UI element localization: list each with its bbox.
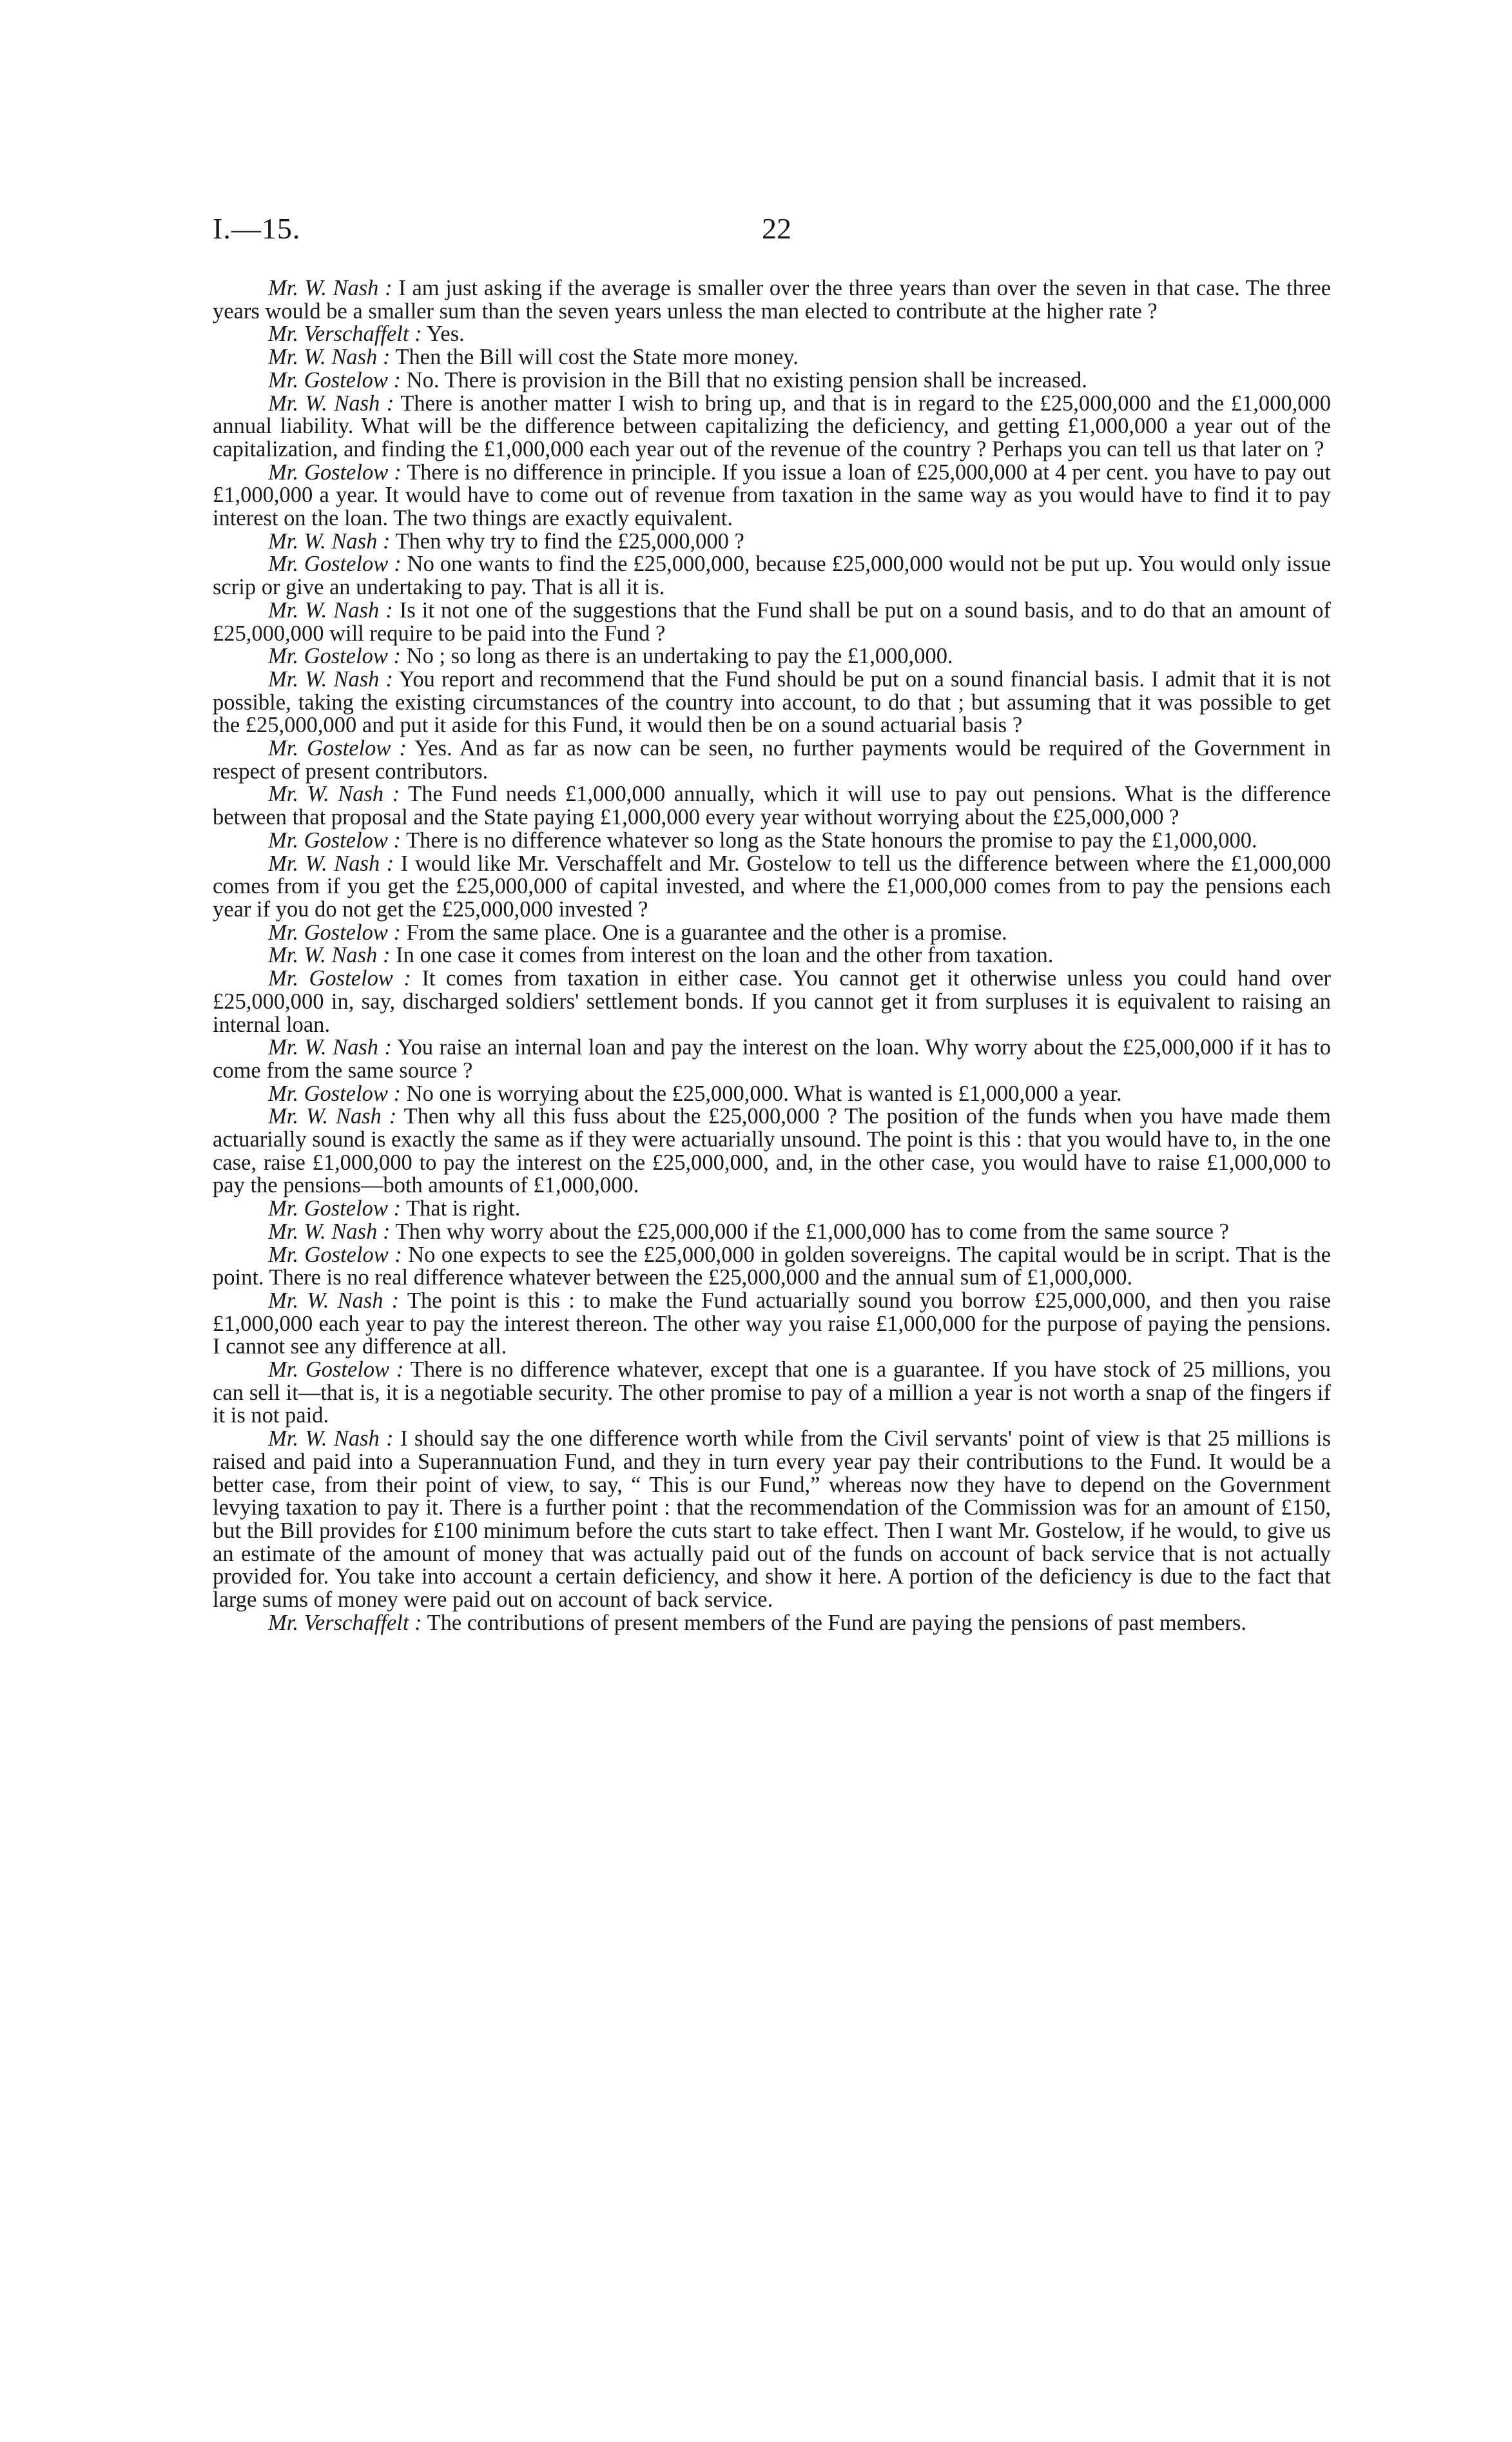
- speaker-name: Mr. W. Nash :: [268, 943, 391, 968]
- speaker-name: Mr. Gostelow :: [268, 828, 402, 853]
- series-code: I.—15.: [213, 212, 301, 245]
- transcript-paragraph: [213, 530, 1331, 554]
- speech-text: In one case it comes from interest on the loan and the other from taxation.: [396, 943, 1054, 968]
- speech-text: No one wants to find the £25,000,000, because £25,000,000 would not be put up. You would only issue scrip or give an undertaking to pay. That is all it is.: [213, 552, 1332, 600]
- speaker-name: Mr. W. Nash :: [268, 1035, 392, 1060]
- transcript-paragraph: [213, 922, 1331, 945]
- speaker-name: Mr. W. Nash :: [268, 851, 394, 876]
- speaker-name: Mr. W. Nash :: [268, 1426, 394, 1451]
- speech-text: I would like Mr. Verschaffelt and Mr. Gostelow to tell us the difference between where the £1,000,000 comes from if you get the £25,000,000 of capital invested, and where the £1,000,000 comes from to pay the pensions each year if you do not get the £25,000,000 invested ?: [213, 851, 1331, 922]
- transcript-paragraph: [213, 853, 1331, 922]
- transcript-paragraph: [213, 277, 1331, 323]
- speaker-name: Mr. Gostelow :: [268, 966, 411, 991]
- transcript-paragraph: [213, 461, 1331, 530]
- speech-text: You raise an internal loan and pay the interest on the loan. Why worry about the £25,000,000 if it has to come from the same source ?: [213, 1035, 1331, 1083]
- speaker-name: Mr. W. Nash :: [268, 276, 393, 300]
- transcript-paragraph: [213, 1244, 1331, 1290]
- transcript-paragraph: [213, 1359, 1331, 1428]
- transcript-paragraph: [213, 392, 1331, 461]
- speaker-name: Mr. W. Nash :: [268, 597, 393, 623]
- speech-text: There is no difference whatever, except that one is a guarantee. If you have stock of 25 millions, you can sell it—that is, it is a negotiable security. The other promise to pay of a million a year is not worth a snap of the fingers if it is not paid.: [213, 1357, 1331, 1428]
- speech-text: The Fund needs £1,000,000 annually, which it will use to pay out pensions. What is the difference between that proposal and the State paying £1,000,000 every year without worrying about the £25,000,000 ?: [213, 782, 1331, 830]
- speaker-name: Mr. Verschaffelt :: [268, 322, 422, 347]
- speaker-name: Mr. Gostelow :: [268, 736, 407, 761]
- transcript-paragraph: [213, 599, 1331, 645]
- speaker-name: Mr. Gostelow :: [268, 552, 402, 577]
- speaker-name: Mr. Gostelow :: [268, 1081, 402, 1106]
- speaker-name: Mr. W. Nash :: [268, 345, 391, 370]
- speech-text: Yes.: [426, 322, 465, 347]
- speech-text: I am just asking if the average is smaller over the three years than over the seven in that case. The three years would be a smaller sum than the seven years unless the man elected to contribute at the higher rate ?: [213, 276, 1332, 324]
- speech-text: Yes. And as far as now can be seen, no further payments would be required of the Government in respect of present contributors.: [213, 736, 1331, 784]
- speaker-name: Mr. Gostelow :: [268, 460, 402, 485]
- speech-text: Then why worry about the £25,000,000 if the £1,000,000 has to come from the same source ?: [395, 1219, 1229, 1244]
- transcript-paragraph: [213, 1083, 1331, 1106]
- speech-text: That is right.: [406, 1196, 521, 1221]
- speaker-name: Mr. W. Nash :: [268, 782, 400, 807]
- speaker-name: Mr. Gostelow :: [268, 1242, 402, 1267]
- transcript-paragraph: [213, 1105, 1331, 1197]
- speaker-name: Mr. W. Nash :: [268, 528, 391, 554]
- speaker-name: Mr. Verschaffelt :: [268, 1610, 422, 1635]
- speech-text: No ; so long as there is an undertaking to pay the £1,000,000.: [406, 644, 953, 669]
- speech-text: You report and recommend that the Fund should be put on a sound financial basis. I admit that it is not possible, taking the existing circumstances of the country into account, to do that ; but assuming that it was possible to get the £25,000,000 and put it aside for this Fund, it would then be on a sound actuarial basis ?: [213, 666, 1331, 738]
- speaker-name: Mr. W. Nash :: [268, 391, 394, 416]
- page-header: [213, 211, 1341, 250]
- speech-text: Then why all this fuss about the £25,000,000 ? The position of the funds when you have made them actuarially sound is exactly the same as if they were actuarially unsound. The point is this : that you would have to, in the one case, raise £1,000,000 to pay the interest on the £25,000,000, and, in the other case, you would have to raise £1,000,000 to pay the pensions—both amounts of £1,000,000.: [213, 1104, 1331, 1198]
- transcript-paragraph: [213, 1197, 1331, 1221]
- transcript-paragraph: [213, 1428, 1331, 1612]
- transcript-body: [213, 277, 1331, 1634]
- transcript-paragraph: [213, 323, 1331, 346]
- speaker-name: Mr. W. Nash :: [268, 1104, 397, 1129]
- speaker-name: Mr. W. Nash :: [268, 1288, 400, 1313]
- speaker-name: Mr. Gostelow :: [268, 1196, 402, 1221]
- speech-text: The point is this : to make the Fund actuarially sound you borrow £25,000,000, and then you raise £1,000,000 each year to pay the interest thereon. The other way you raise £1,000,000 for the purpose of paying the pensions. I cannot see any difference at all.: [213, 1288, 1331, 1359]
- speaker-name: Mr. Gostelow :: [268, 644, 402, 669]
- speech-text: Then why try to find the £25,000,000 ?: [395, 528, 744, 554]
- speaker-name: Mr. W. Nash :: [268, 666, 394, 692]
- speech-text: Is it not one of the suggestions that the Fund shall be put on a sound basis, and to do that an amount of £25,000,000 will require to be paid into the Fund ?: [213, 597, 1332, 646]
- speaker-name: Mr. W. Nash :: [268, 1219, 391, 1244]
- speaker-name: Mr. Gostelow :: [268, 920, 402, 945]
- transcript-paragraph: [213, 369, 1331, 392]
- transcript-paragraph: [213, 1290, 1331, 1359]
- speech-text: The contributions of present members of the Fund are paying the pensions of past members.: [427, 1610, 1247, 1635]
- speech-text: Then the Bill will cost the State more money.: [395, 345, 799, 370]
- transcript-paragraph: [213, 783, 1331, 829]
- transcript-paragraph: [213, 967, 1331, 1036]
- transcript-paragraph: [213, 829, 1331, 853]
- speaker-name: Mr. Gostelow :: [268, 367, 402, 392]
- transcript-paragraph: [213, 1221, 1331, 1244]
- transcript-paragraph: [213, 553, 1331, 599]
- transcript-paragraph: [213, 645, 1331, 668]
- speech-text: There is no difference whatever so long as the State honours the promise to pay the £1,000,000.: [406, 828, 1257, 853]
- transcript-paragraph: [213, 944, 1331, 967]
- speaker-name: Mr. Gostelow :: [268, 1357, 404, 1382]
- speech-text: No. There is provision in the Bill that no existing pension shall be increased.: [406, 367, 1087, 392]
- speech-text: I should say the one difference worth while from the Civil servants' point of view is that 25 millions is raised and paid into a Superannuation Fund, and they in turn every year pay their contributions to the Fund. It would be a better case, from their point of view, to say, “ This is our Fund,” whereas now they have to depend on the Government levying taxation to pay it. There is a further point : that the recommendation of the Commission was for an amount of £150, but the Bill provides for £100 minimum before the cuts start to take effect. Then I want Mr. Gostelow, if he would, to give us an estimate of the amount of money that was actually paid out of the funds on account of back service that is not actually provided for. You take into account a certain deficiency, and show it here. A portion of the deficiency is due to the fact that large sums of money were paid out on account of back service.: [213, 1426, 1332, 1613]
- speech-text: From the same place. One is a guarantee and the other is a promise.: [406, 920, 1007, 945]
- transcript-paragraph: [213, 346, 1331, 369]
- transcript-paragraph: [213, 1036, 1331, 1082]
- page-number: 22: [762, 212, 791, 245]
- transcript-paragraph: [213, 1612, 1331, 1635]
- speech-text: There is another matter I wish to bring up, and that is in regard to the £25,000,000 and the £1,000,000 annual liability. What will be the difference between capitalizing the deficiency, and getting £1,000,000 a year out of the capitalization, and finding the £1,000,000 each year out of the revenue of the country ? Perhaps you can tell us that later on ?: [213, 391, 1331, 461]
- transcript-paragraph: [213, 668, 1331, 737]
- transcript-paragraph: [213, 737, 1331, 783]
- speech-text: It comes from taxation in either case. You cannot get it otherwise unless you could hand over £25,000,000 in, say, discharged soldiers' settlement bonds. If you cannot get it from surpluses it is equivalent to raising an internal loan.: [213, 966, 1331, 1037]
- speech-text: No one is worrying about the £25,000,000. What is wanted is £1,000,000 a year.: [406, 1081, 1122, 1106]
- speech-text: No one expects to see the £25,000,000 in golden sovereigns. The capital would be in script. That is the point. There is no real difference whatever between the £25,000,000 and the annual sum of £1,000,000.: [213, 1242, 1331, 1290]
- speech-text: There is no difference in principle. If you issue a loan of £25,000,000 at 4 per cent. you have to pay out £1,000,000 a year. It would have to come out of revenue from taxation in the same way as you would have to find it to pay interest on the loan. The two things are exactly equivalent.: [213, 460, 1331, 531]
